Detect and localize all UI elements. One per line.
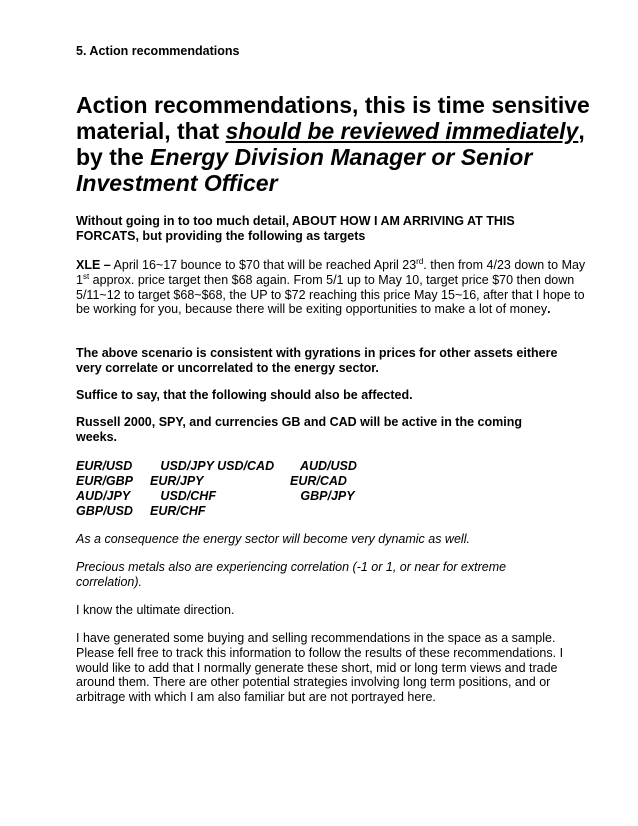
closing-paragraph: I have generated some buying and selling recommendations in the space as a sample. Please fell free to track this information to follow the results of these recommendations. I would like to add that I normally generate these short, mid or long term views and trade around them. There are other potential strategies involving long term positions, and or arbitrage with which I am also familiar but are not portrayed here. [76, 631, 564, 705]
direction-paragraph: I know the ultimate direction. [76, 603, 235, 617]
pair-cell: AUD/JPY [76, 489, 131, 503]
pair-cell: GBP/JPY [290, 489, 355, 503]
xle-text-2: . then from 4/23 down to May 1 [76, 258, 586, 287]
consequence-paragraph: As a consequence the energy sector will become very dynamic as well. [76, 532, 470, 546]
title-underlined: should be reviewed immediately [225, 118, 579, 144]
pair-cell: AUD/USD [290, 459, 357, 473]
pairs-row [76, 459, 400, 474]
pair-cell: EUR/JPY [150, 474, 204, 488]
xle-paragraph [76, 258, 586, 317]
currency-pairs-table [76, 459, 400, 519]
xle-sup-2: st [82, 271, 90, 281]
pairs-row [76, 504, 400, 519]
pairs-row [76, 489, 400, 504]
russell-paragraph: Russell 2000, SPY, and currencies GB and CAD will be active in the coming weeks. [76, 415, 522, 444]
title-part-1: Action recommendations, this is time sensitive material, that [76, 92, 590, 144]
intro-paragraph: Without going in to too much detail, ABOUT HOW I AM ARRIVING AT THIS FORCATS, but providing the following as targets [76, 214, 515, 243]
pair-cell [290, 504, 400, 519]
scenario-paragraph: The above scenario is consistent with gyrations in prices for other assets eithere very correlate or uncorrelated to the energy sector. [76, 346, 558, 375]
pairs-row [76, 474, 400, 489]
xle-text-1: April 16~17 bounce to $70 that will be reached April 23 [110, 258, 417, 272]
pair-cell: EUR/CHF [150, 504, 206, 518]
xle-label: XLE – [76, 258, 111, 272]
pair-cell: USD/CHF [150, 489, 216, 503]
suffice-paragraph: Suffice to say, that the following should also be affected. [76, 388, 413, 402]
metals-paragraph: Precious metals also are experiencing correlation (-1 or 1, or near for extreme correlation). [76, 560, 507, 589]
section-heading: 5. Action recommendations [76, 44, 240, 58]
pair-cell: EUR/GBP [76, 474, 133, 488]
xle-sup-1: rd [416, 257, 424, 266]
title-italic: Energy Division Manager or Senior Investment Officer [76, 144, 533, 196]
pair-cell: EUR/USD [76, 459, 133, 473]
pair-cell: GBP/USD [76, 504, 133, 518]
xle-end: . [547, 302, 551, 317]
xle-text-3: approx. price target then $68 again. From 5/1 up to May 10, target price $70 then down 5/11~12 to target $68~$68, the UP to $72 reaching this price May 15~16, after that I hope to be working for you, because there will be exiting opportunities to make a lot of money [76, 272, 585, 317]
title-part-2: , by the [76, 118, 585, 170]
pair-cell: USD/JPY USD/CAD [150, 459, 275, 473]
pair-cell: EUR/CAD [290, 474, 347, 488]
page-title [76, 92, 596, 196]
